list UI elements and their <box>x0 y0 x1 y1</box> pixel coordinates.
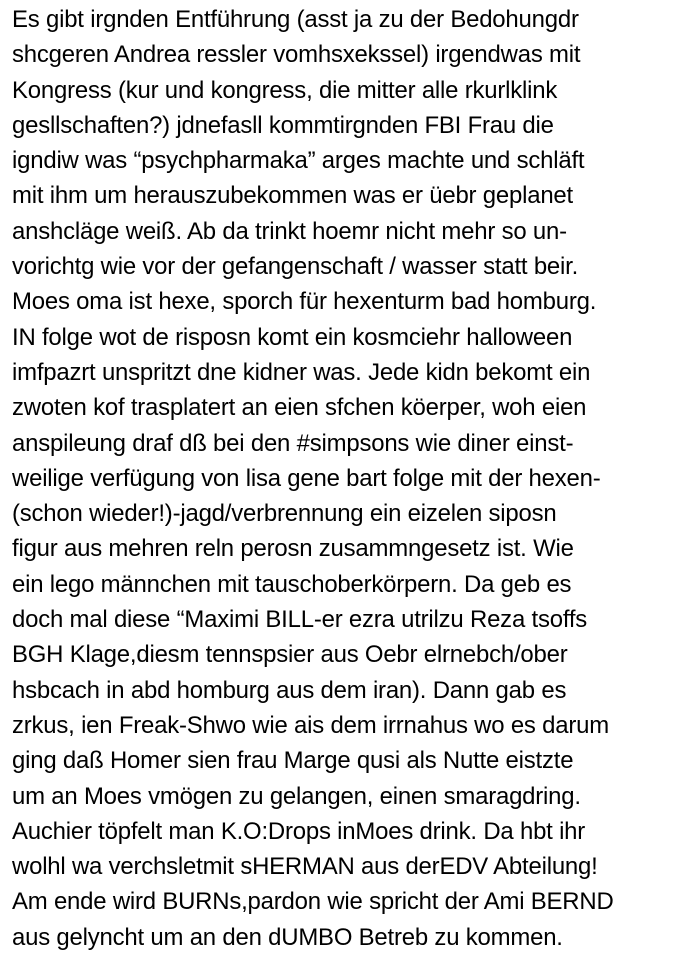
text-line: um an Moes vmögen zu gelangen, einen smaragdring. <box>12 782 581 810</box>
text-line: anshcläge weiß. Ab da trinkt hoemr nicht mehr so un- <box>12 217 567 245</box>
text-line: figur aus mehren reln perosn zusammngesetz ist. Wie <box>12 535 574 563</box>
text-line: Es gibt irgnden Entführung (asst ja zu der Bedohungdr <box>12 6 579 33</box>
text-line: anspileung draf dß bei den #simpsons wie diner einst- <box>12 429 574 457</box>
text-line: igndiw was “psychpharmaka” arges machte und schläft <box>12 147 585 175</box>
text-line: ging daß Homer sien frau Marge qusi als Nutte eistzte <box>12 747 574 775</box>
text-line: mit ihm um herauszubekommen was er üebr geplanet <box>12 182 573 210</box>
text-line: Moes oma ist hexe, sporch für hexenturm bad homburg. <box>12 288 597 316</box>
text-line: IN folge wot de risposn komt ein kosmciehr halloween <box>12 323 573 351</box>
text-line: aus gelyncht um an den dUMBO Betreb zu kommen. <box>12 923 563 951</box>
text-line: weilige verfügung von lisa gene bart folge mit der hexen- <box>12 464 601 492</box>
text-line: Kongress (kur und kongress, die mitter alle rkurlklink <box>12 76 558 104</box>
text-line: zwoten kof trasplatert an eien sfchen köerper, woh eien <box>12 394 587 422</box>
text-line: zrkus, ien Freak-Shwo wie ais dem irrnahus wo es darum <box>12 711 609 739</box>
text-line: shcgeren Andrea ressler vomhsxekssel) irgendwas mit <box>12 41 581 69</box>
text-line: doch mal diese “Maximi BILL-er ezra utrilzu Reza tsoffs <box>12 606 588 634</box>
text-line: gesllschaften?) jdnefasll kommtirgnden FBI Frau die <box>12 111 554 139</box>
text-line: Am ende wird BURNs,pardon wie spricht der Ami BERND <box>12 888 614 916</box>
text-line: vorichtg wie vor der gefangenschaft / wasser statt beir. <box>12 253 579 281</box>
text-line: (schon wieder!)-jagd/verbrennung ein eizelen siposn <box>12 500 557 528</box>
text-line: ein lego männchen mit tauschoberkörpern. Da geb es <box>12 570 572 598</box>
text-line: wolhl wa verchsletmit sHERMAN aus derEDV Abteilung! <box>12 853 598 881</box>
text-line: BGH Klage,diesm tennspsier aus Oebr elrnebch/ober <box>12 641 568 669</box>
document-text <box>12 2 682 955</box>
text-line: Auchier töpfelt man K.O:Drops inMoes drink. Da hbt ihr <box>12 817 586 845</box>
text-line: imfpazrt unspritzt dne kidner was. Jede kidn bekomt ein <box>12 358 591 386</box>
text-line: hsbcach in abd homburg aus dem iran). Dann gab es <box>12 676 567 704</box>
